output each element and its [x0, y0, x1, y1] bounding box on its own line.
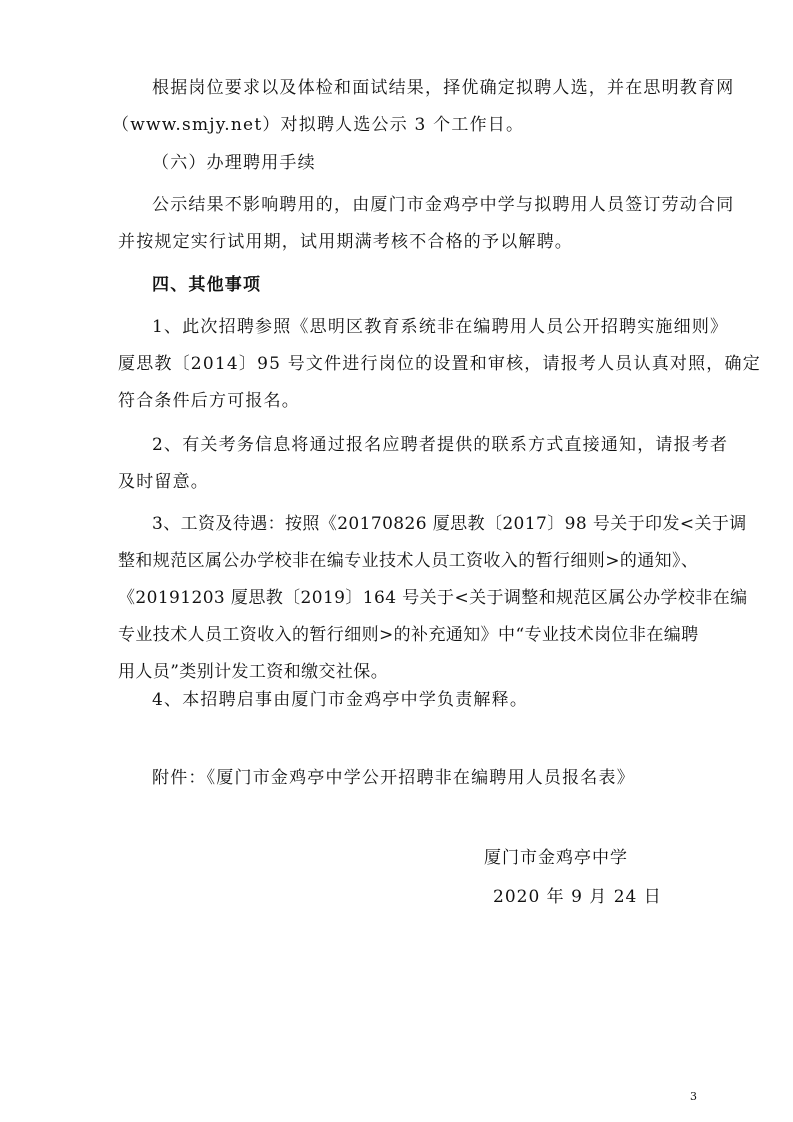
text-line: 附件：《厦门市金鸡亭中学公开招聘非在编聘用人员报名表》	[152, 768, 635, 788]
paragraph-result-selection	[112, 70, 735, 144]
signature-organization: 厦门市金鸡亭中学	[484, 848, 628, 868]
text-line: 符合条件后方可报名。	[118, 391, 300, 411]
text-line: （六）办理聘用手续	[152, 153, 316, 173]
paragraph-item-2	[118, 427, 729, 501]
text-line: （www.smjy.net）对拟聘人选公示 3 个工作日。	[112, 115, 525, 135]
section-heading-other-matters	[118, 267, 698, 304]
text-line: 根据岗位要求以及体检和面试结果，择优确定拟聘人选，并在思明教育网	[152, 78, 735, 98]
text-line: 厦思教〔2014〕95 号文件进行岗位的设置和审核，请报考人员认真对照，确定	[118, 354, 761, 374]
text-line: 公示结果不影响聘用的，由厦门市金鸡亭中学与拟聘用人员签订劳动合同	[152, 195, 735, 215]
text-line: 1、此次招聘参照《思明区教育系统非在编聘用人员公开招聘实施细则》	[152, 317, 729, 337]
text-line: 3、工资及待遇：按照《20170826 厦思教〔2017〕98 号关于印发<关于调	[152, 514, 747, 534]
text-line: 及时留意。	[118, 472, 209, 492]
signature-date: 2020 年 9 月 24 日	[493, 887, 662, 907]
paragraph-item-4	[118, 682, 698, 719]
text-line: 2、有关考务信息将通过报名应聘者提供的联系方式直接通知，请报考者	[152, 435, 729, 455]
text-line: 四、其他事项	[152, 275, 262, 295]
paragraph-item-1	[118, 309, 761, 420]
subheading-employment-procedures	[118, 145, 698, 182]
text-line: 整和规范区属公办学校非在编专业技术人员工资收入的暂行细则>的通知》、	[118, 551, 699, 571]
paragraph-contract	[118, 187, 735, 261]
text-line: 专业技术人员工资收入的暂行细则>的补充通知》中“专业技术岗位非在编聘	[118, 625, 699, 645]
paragraph-item-3	[118, 506, 748, 691]
text-line: 《20191203 厦思教〔2019〕164 号关于<关于调整和规范区属公办学校非在编	[118, 588, 748, 608]
text-line: 并按规定实行试用期，试用期满考核不合格的予以解聘。	[118, 232, 573, 252]
page-number: 3	[690, 1090, 697, 1103]
text-line: 4、本招聘启事由厦门市金鸡亭中学负责解释。	[152, 690, 529, 710]
attachment-line	[118, 760, 698, 797]
text-line: 用人员”类别计发工资和缴交社保。	[118, 662, 389, 682]
